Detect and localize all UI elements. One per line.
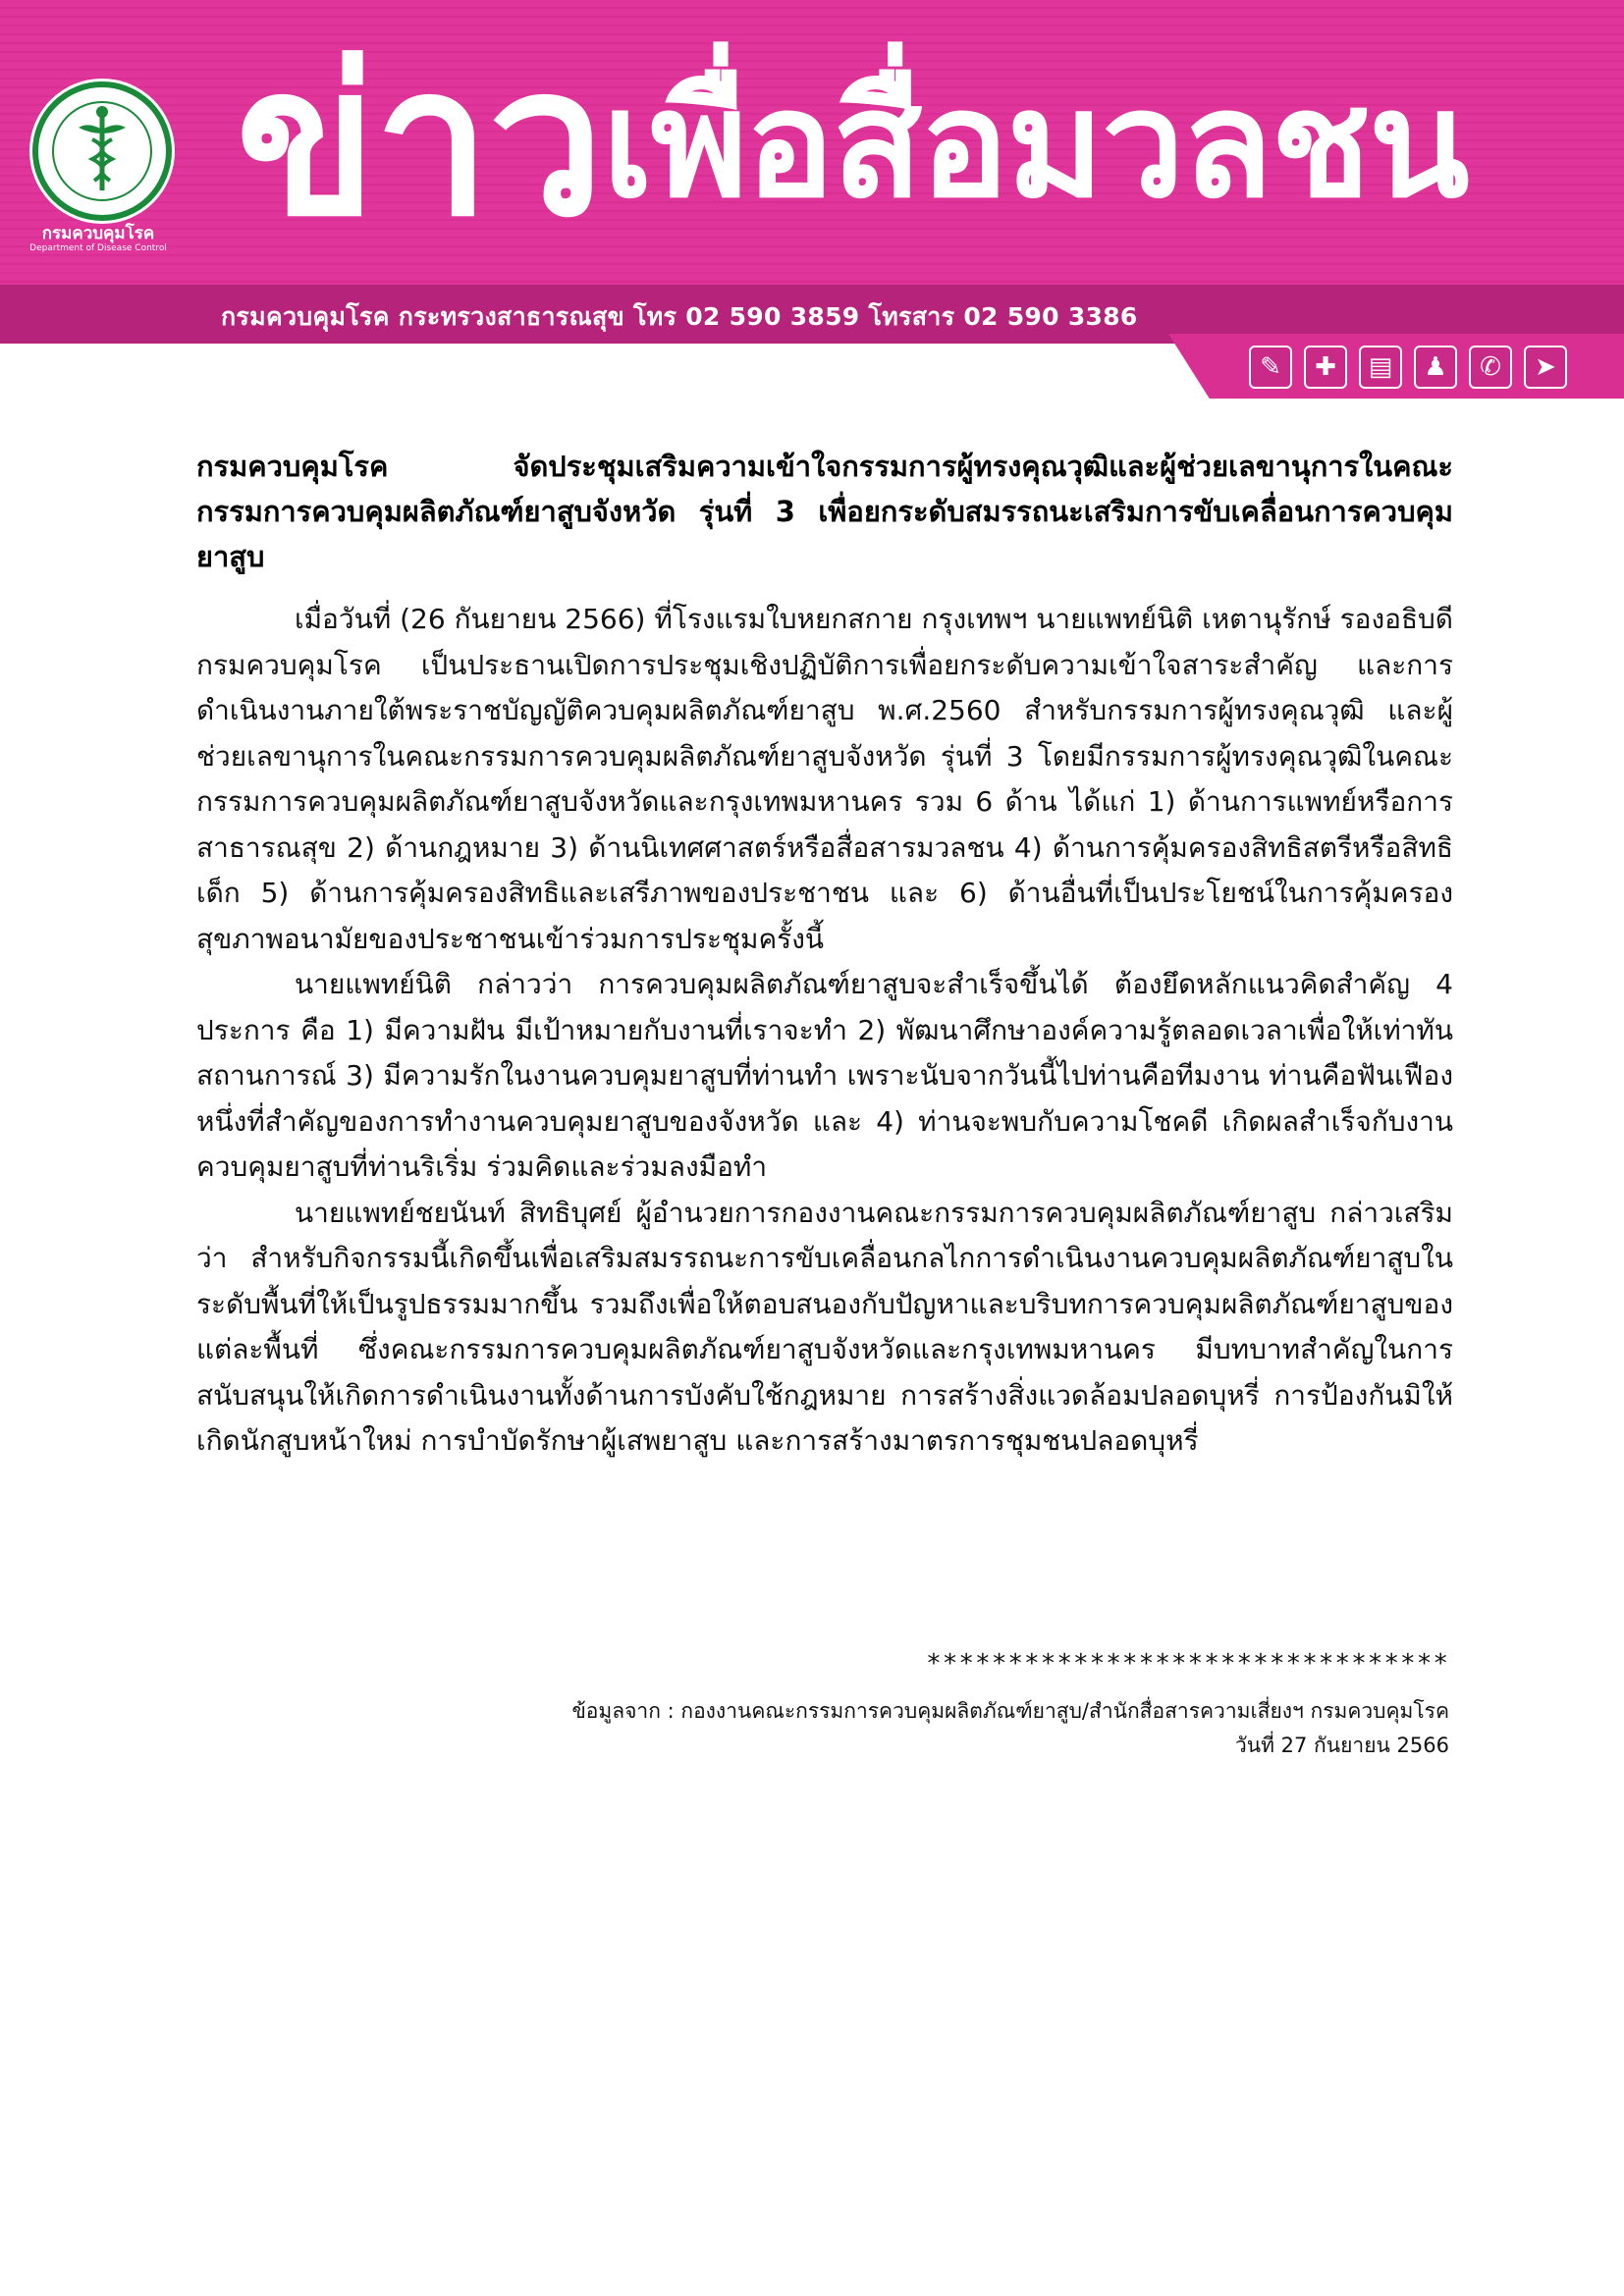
paragraph-3: นายแพทย์ชยนันท์ สิทธิบุศย์ ผู้อำนวยการกองงานคณะกรรมการควบคุมผลิตภัณฑ์ยาสูบ กล่าวเสริมว่า สำหรับกิจกรรมนี้เกิดขึ้นเพื่อเสริมสมรรถนะการขับเคลื่อนกลไกการดำเนินงานควบคุมผลิตภัณฑ์ยาสูบในระดับพื้นที่ให้เป็นรูปธรรมมากขึ้น รวมถึงเพื่อให้ตอบสนองกับปัญหาและบริบทการควบคุมผลิตภัณฑ์ยาสูบของแต่ละพื้นที่ ซึ่งคณะกรรมการควบคุมผลิตภัณฑ์ยาสูบจังหวัดและกรุงเทพมหานคร มีบทบาทสำคัญในการสนับสนุนให้เกิดการดำเนินงานทั้งด้านการบังคับใช้กฎหมาย การสร้างสิ่งแวดล้อมปลอดบุหรี่ การป้องกันมิให้เกิดนักสูบหน้าใหม่ การบำบัดรักษาผู้เสพยาสูบ และการสร้างมาตรการชุมชนปลอดบุหรี่ (196, 1196, 1453, 1457)
banner-title-rest: เพื่อสื่อมวลชน (602, 60, 1468, 231)
article-headline: กรมควบคุมโรค จัดประชุมเสริมความเข้าใจกรรมการผู้ทรงคุณวุฒิและผู้ช่วยเลขานุการในคณะกรรมการควบคุมผลิตภัณฑ์ยาสูบจังหวัด รุ่นที่ 3 เพื่อยกระดับสมรรถนะเสริมการขับเคลื่อนการควบคุมยาสูบ (196, 450, 1453, 573)
document-icon: ▤ (1359, 346, 1402, 389)
syringe-icon: ✎ (1249, 346, 1292, 389)
caduceus-emblem-icon (29, 79, 175, 224)
logo-subtitle: Department of Disease Control (29, 243, 167, 253)
article-body (196, 597, 1453, 1465)
logo-label: กรมควบคุมโรค (41, 224, 155, 243)
speech-bubble-icon: ✆ (1469, 346, 1512, 389)
ministry-logo (29, 79, 175, 224)
paragraph-2: นายแพทย์นิติ กล่าวว่า การควบคุมผลิตภัณฑ์ยาสูบจะสำเร็จขึ้นได้ ต้องยึดหลักแนวคิดสำคัญ 4 ประการ คือ 1) มีความฝัน มีเป้าหมายกับงานที่เราจะทำ 2) พัฒนาศึกษาองค์ความรู้ตลอดเวลาเพื่อให้เท่าทันสถานการณ์ 3) มีความรักในงานควบคุมยาสูบที่ท่านทำ เพราะนับจากวันนี้ไปท่านคือทีมงาน ท่านคือฟันเฟืองหนึ่งที่สำคัญของการทำงานควบคุมยาสูบของจังหวัด และ 4) ท่านจะพบกับความโชคดี เกิดผลสำเร็จกับงานควบคุมยาสูบที่ท่านริเริ่ม ร่วมคิดและร่วมลงมือทำ (196, 968, 1453, 1183)
banner-title (236, 22, 1468, 262)
release-date: วันที่ 27 กันยายน 2566 (1234, 1734, 1449, 1757)
contact-info: กรมควบคุมโรค กระทรวงสาธารณสุข โทร 02 590 3859 โทรสาร 02 590 3386 (221, 302, 1138, 331)
separator-stars: ******************************** (926, 1649, 1449, 1679)
megaphone-icon: ➤ (1524, 346, 1567, 389)
paragraph-1: เมื่อวันที่ (26 กันยายน 2566) ที่โรงแรมใบหยกสกาย กรุงเทพฯ นายแพทย์นิติ เหตานุรักษ์ รองอธิบดีกรมควบคุมโรค เป็นประธานเปิดการประชุมเชิงปฏิบัติการเพื่อยกระดับความเข้าใจสาระสำคัญ และการดำเนินงานภายใต้พระราชบัญญัติควบคุมผลิตภัณฑ์ยาสูบ พ.ศ.2560 สำหรับกรรมการผู้ทรงคุณวุฒิ และผู้ช่วยเลขานุการในคณะกรรมการควบคุมผลิตภัณฑ์ยาสูบจังหวัด รุ่นที่ 3 โดยมีกรรมการผู้ทรงคุณวุฒิในคณะกรรมการควบคุมผลิตภัณฑ์ยาสูบจังหวัดและกรุงเทพมหานคร รวม 6 ด้าน ได้แก่ 1) ด้านการแพทย์หรือการสาธารณสุข 2) ด้านกฎหมาย 3) ด้านนิเทศศาสตร์หรือสื่อสารมวลชน 4) ด้านการคุ้มครองสิทธิสตรีหรือสิทธิเด็ก 5) ด้านการคุ้มครองสิทธิและเสรีภาพของประชาชน และ 6) ด้านอื่นที่เป็นประโยชน์ในการคุ้มครองสุขภาพอนามัยของประชาชนเข้าร่วมการประชุมครั้งนี้ (196, 603, 1453, 955)
person-icon: ♟ (1414, 346, 1457, 389)
source-credit: ข้อมูลจาก : กองงานคณะกรรมการควบคุมผลิตภัณฑ์ยาสูบ/สำนักสื่อสารความเสี่ยงฯ กรมควบคุมโรค (571, 1699, 1449, 1723)
banner-title-main: ข่าว (236, 22, 603, 262)
plus-icon: ✚ (1304, 346, 1347, 389)
